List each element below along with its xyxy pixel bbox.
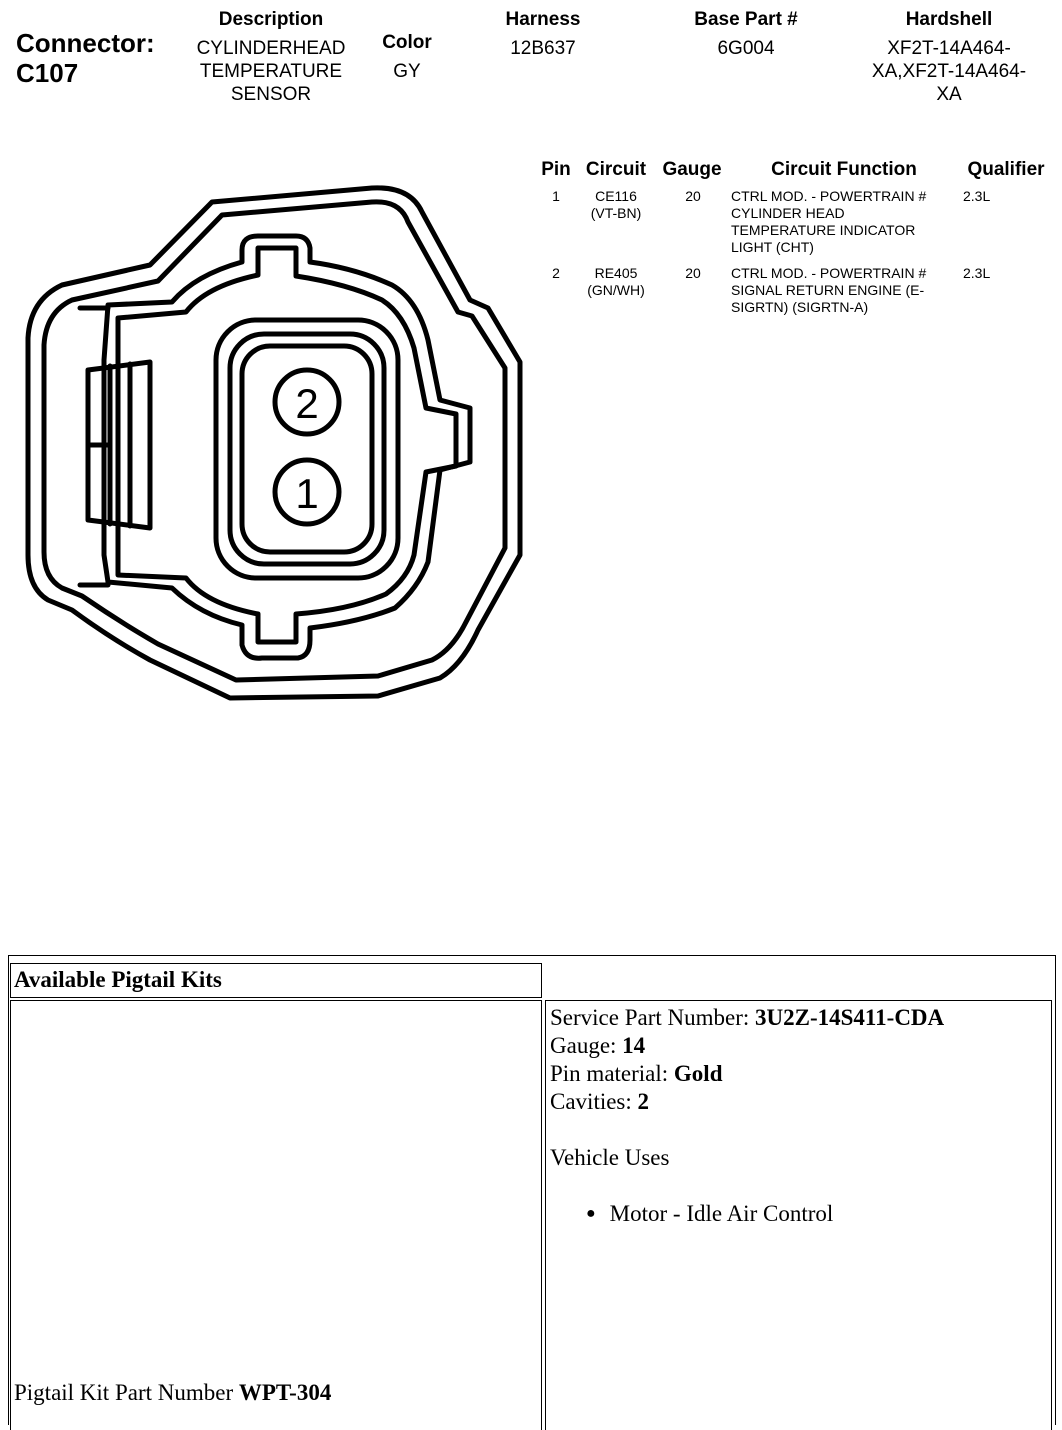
cavities-value: 2 bbox=[637, 1089, 650, 1114]
gauge-value: 14 bbox=[622, 1033, 646, 1058]
circuit-color: (VT-BN) bbox=[590, 205, 642, 221]
cavity-inner-frame bbox=[242, 346, 372, 552]
base-part-label: Base Part # bbox=[694, 9, 798, 30]
gauge-header: Gauge bbox=[662, 159, 722, 180]
harness-column bbox=[482, 9, 604, 60]
kit-part-label: Pigtail Kit Part Number bbox=[14, 1380, 239, 1405]
vehicle-use-item bbox=[586, 1200, 833, 1231]
function-line: CTRL MOD. - POWERTRAIN # bbox=[731, 188, 927, 204]
harness-value: 12B637 bbox=[510, 38, 576, 59]
color-value: GY bbox=[393, 61, 421, 82]
pin-material-value: Gold bbox=[673, 1061, 723, 1086]
pigtail-image-cell bbox=[10, 1000, 542, 1430]
pigtail-details-cell bbox=[545, 1000, 1052, 1430]
row-2-qualifier: 2.3L bbox=[963, 265, 991, 281]
description-value bbox=[180, 37, 362, 106]
pigtail-heading-cell bbox=[10, 963, 542, 998]
service-part-label: Service Part Number: bbox=[550, 1005, 756, 1030]
hardshell-line: XF2T-14A464- bbox=[887, 38, 1011, 59]
pin-1-label: 1 bbox=[295, 470, 319, 517]
qualifier-header: Qualifier bbox=[967, 159, 1045, 180]
row-1-function bbox=[731, 188, 957, 256]
cavities-label: Cavities: bbox=[550, 1089, 638, 1114]
gauge-label: Gauge: bbox=[550, 1033, 623, 1058]
connector-title bbox=[16, 28, 155, 88]
function-line: TEMPERATURE INDICATOR bbox=[731, 222, 916, 238]
cavities-line bbox=[550, 1088, 649, 1116]
hardshell-label: Hardshell bbox=[905, 9, 993, 30]
service-part-value: 3U2Z-14S411-CDA bbox=[755, 1005, 945, 1030]
housing-outline bbox=[104, 236, 470, 658]
description-line: SENSOR bbox=[230, 84, 312, 105]
description-label: Description bbox=[218, 9, 324, 30]
function-line: SIGRTN) (SIGRTN-A) bbox=[731, 299, 869, 315]
connector-face-diagram bbox=[0, 150, 540, 720]
vehicle-uses-label: Vehicle Uses bbox=[550, 1145, 670, 1170]
function-line: LIGHT (CHT) bbox=[731, 239, 814, 255]
row-2-pin: 2 bbox=[552, 265, 560, 281]
row-2-function bbox=[731, 265, 957, 316]
circuit-header: Circuit bbox=[585, 159, 647, 180]
description-column bbox=[180, 9, 362, 106]
vehicle-use-text: Motor - Idle Air Control bbox=[609, 1201, 834, 1226]
connector-id: C107 bbox=[16, 58, 79, 88]
hardshell-line: XA bbox=[936, 84, 962, 105]
connector-label: Connector: bbox=[16, 28, 155, 58]
row-2-gauge: 20 bbox=[685, 265, 701, 281]
gauge-line bbox=[550, 1032, 645, 1060]
row-1-qualifier: 2.3L bbox=[963, 188, 991, 204]
row-2-circuit bbox=[576, 265, 656, 299]
circuit-code: RE405 bbox=[594, 265, 638, 281]
housing-inner-frame bbox=[118, 248, 456, 642]
function-line: CYLINDER HEAD bbox=[731, 205, 845, 221]
pigtail-heading: Available Pigtail Kits bbox=[14, 967, 222, 992]
circuit-function-header: Circuit Function bbox=[771, 159, 917, 180]
description-line: TEMPERATURE bbox=[199, 61, 343, 82]
circuit-color: (GN/WH) bbox=[587, 282, 645, 298]
base-part-column bbox=[676, 9, 816, 60]
harness-label: Harness bbox=[505, 9, 581, 30]
row-1-pin: 1 bbox=[552, 188, 560, 204]
hardshell-line: XA,XF2T-14A464- bbox=[871, 61, 1027, 82]
pin-material-line bbox=[550, 1060, 723, 1088]
row-1-circuit bbox=[576, 188, 656, 222]
service-part-number bbox=[550, 1004, 944, 1032]
pin-material-label: Pin material: bbox=[550, 1061, 674, 1086]
row-1-gauge: 20 bbox=[685, 188, 701, 204]
function-line: SIGNAL RETURN ENGINE (E- bbox=[731, 282, 925, 298]
base-part-value: 6G004 bbox=[717, 38, 775, 59]
function-line: CTRL MOD. - POWERTRAIN # bbox=[731, 265, 927, 281]
bullet-icon: ● bbox=[586, 1205, 596, 1222]
color-label: Color bbox=[382, 32, 432, 53]
description-line: CYLINDERHEAD bbox=[196, 38, 346, 59]
color-column bbox=[366, 32, 448, 83]
pin-2-label: 2 bbox=[295, 380, 319, 427]
pin-header: Pin bbox=[541, 159, 571, 180]
kit-part-value: WPT-304 bbox=[238, 1380, 332, 1405]
hardshell-column bbox=[852, 9, 1046, 106]
circuit-code: CE116 bbox=[595, 188, 637, 204]
kit-part-number bbox=[14, 1379, 331, 1407]
hardshell-value bbox=[852, 37, 1046, 106]
